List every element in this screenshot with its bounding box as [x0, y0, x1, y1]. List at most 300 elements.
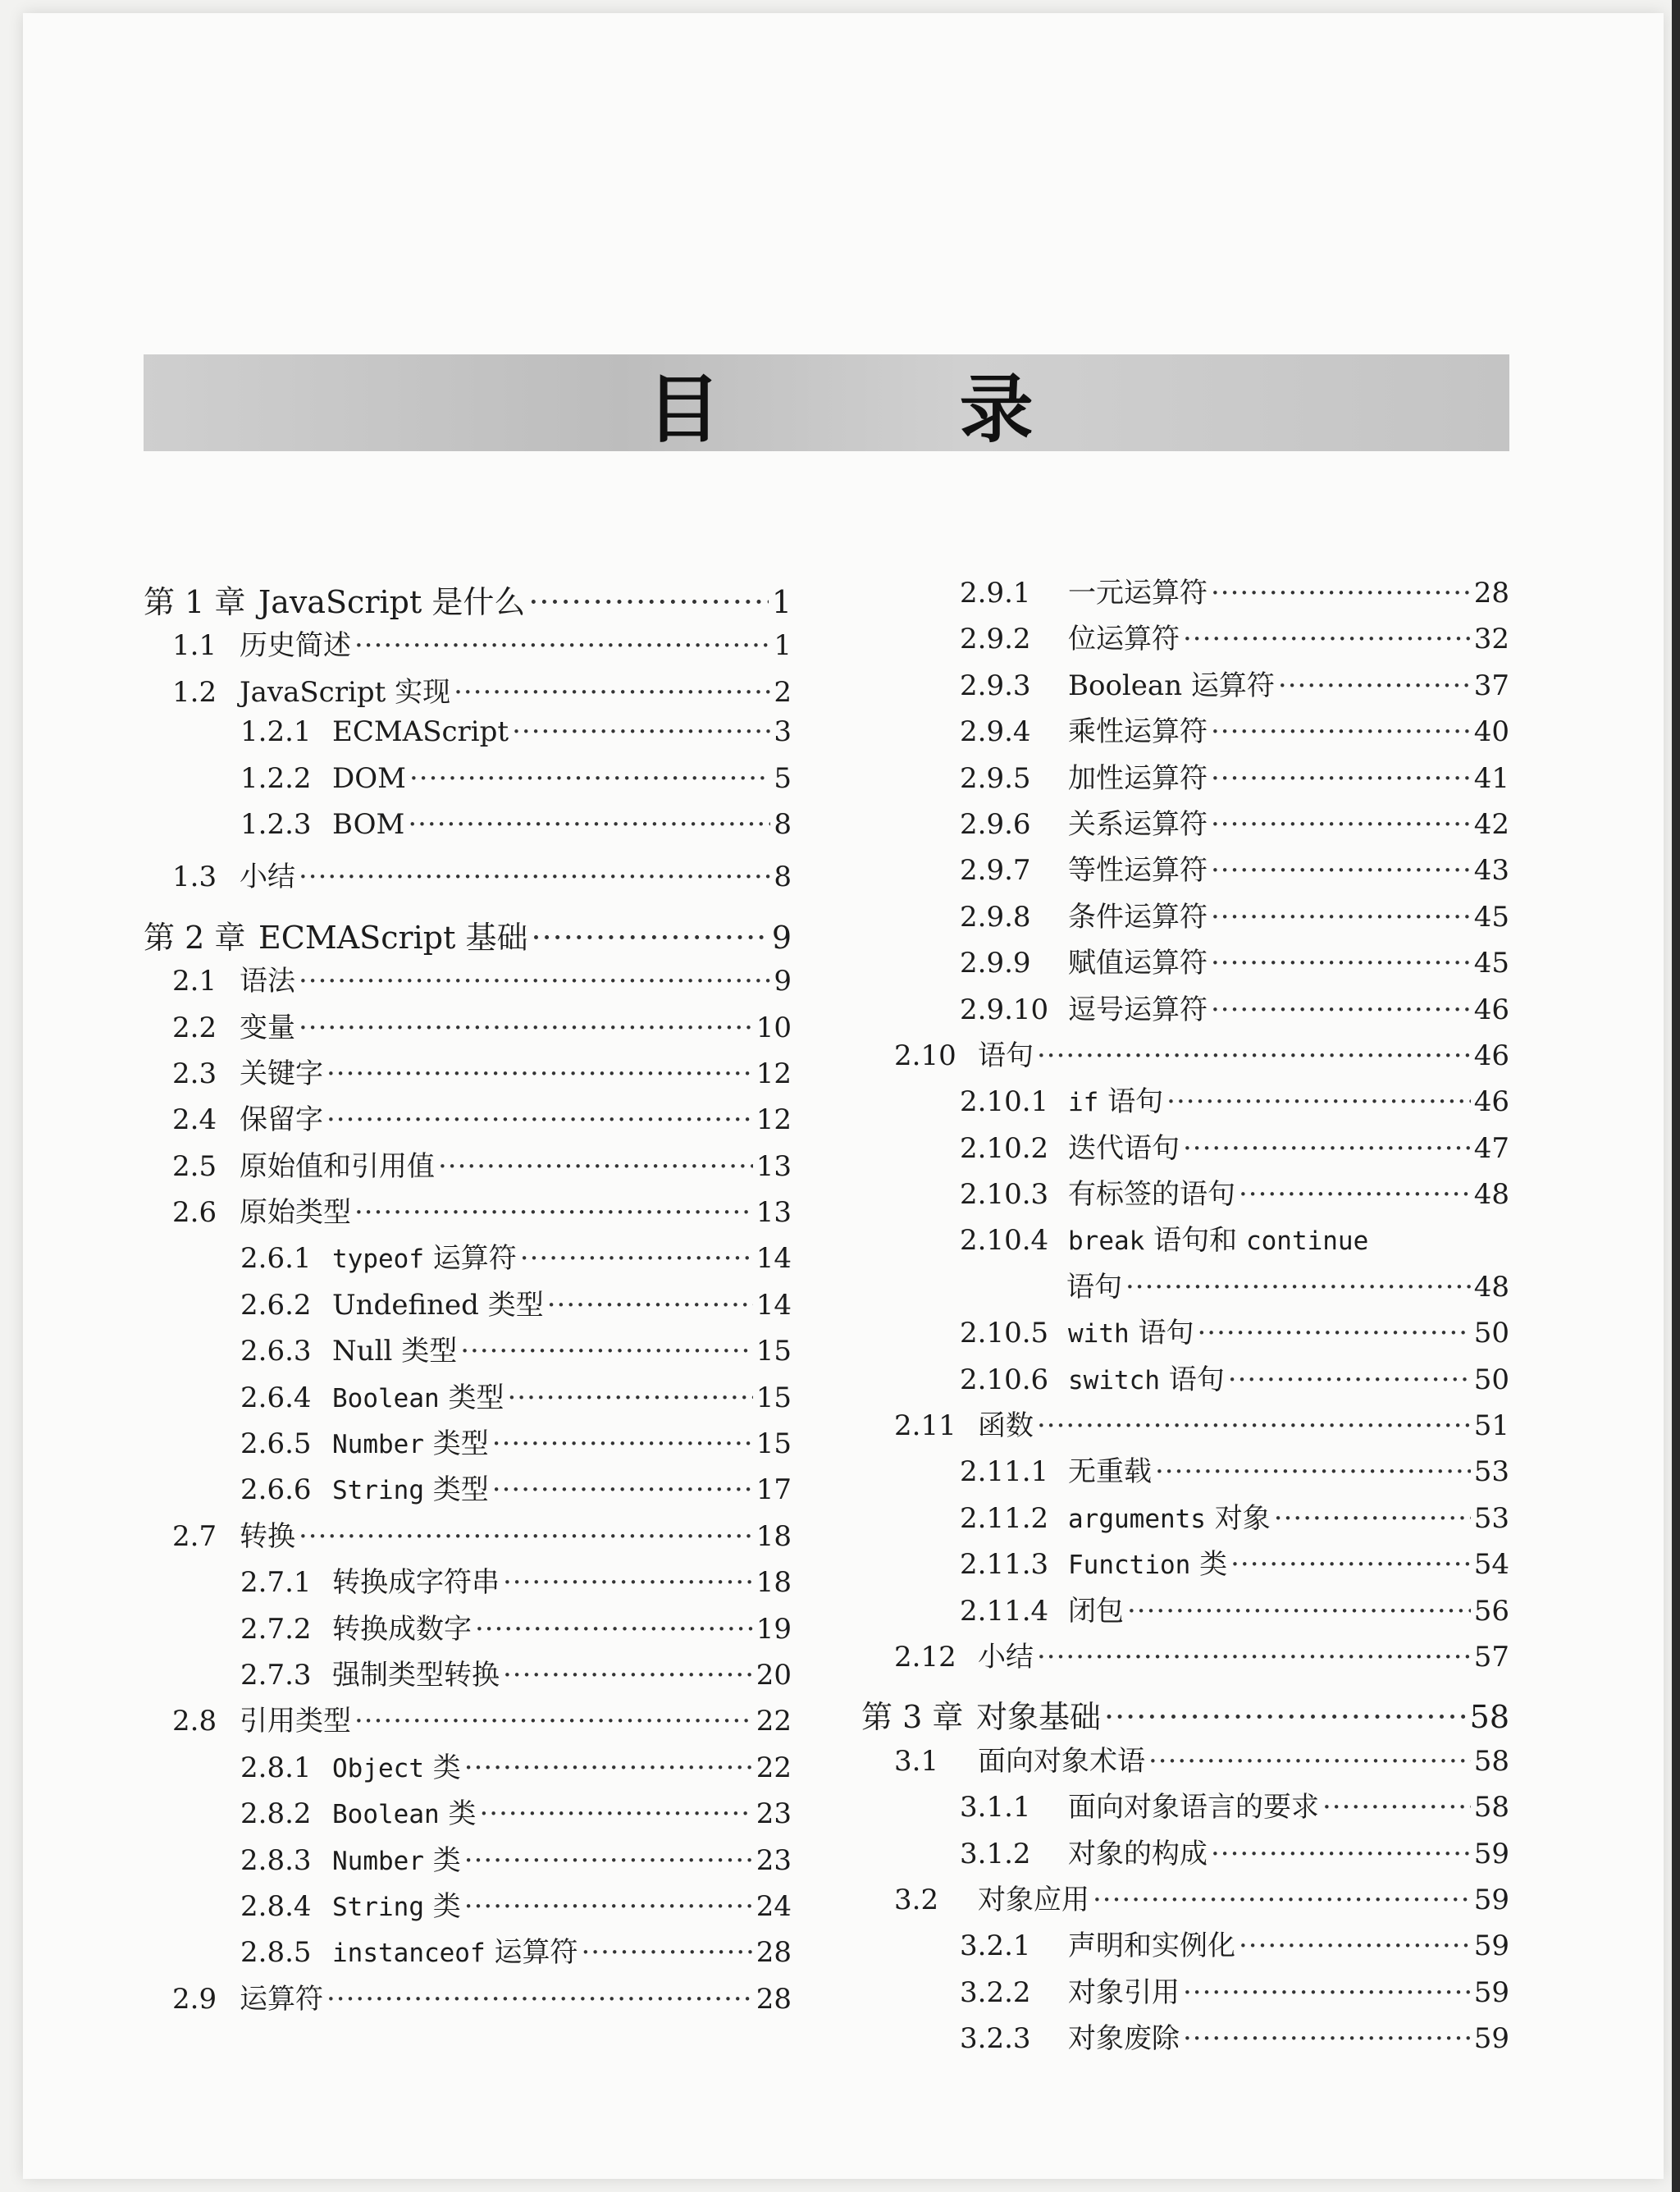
toc-entry-number: 2.6.5 — [240, 1427, 312, 1461]
toc-entry[interactable] — [144, 1976, 792, 2022]
toc-page-number: 59 — [1473, 1929, 1509, 1963]
toc-entry-number: 2.10.4 — [960, 1224, 1049, 1258]
toc-entry[interactable] — [861, 663, 1509, 709]
toc-page-number: 47 — [1473, 1131, 1509, 1165]
toc-page-number: 51 — [1473, 1409, 1509, 1443]
toc-leader-dots — [581, 1936, 752, 1969]
toc-leader-dots — [531, 920, 768, 956]
toc-entry-number: 1.3 — [172, 861, 217, 894]
toc-entry-number: 2.10.5 — [960, 1317, 1049, 1350]
toc-page-number: 58 — [1473, 1744, 1509, 1778]
toc-page-number: 46 — [1473, 993, 1509, 1026]
toc-leader-dots — [1239, 1929, 1471, 1962]
toc-entry-title: 加性运算符 — [1068, 761, 1208, 795]
toc-entry-number: 2.1 — [172, 965, 217, 998]
toc-entry-title: 赋值运算符 — [1068, 947, 1208, 980]
toc-entry[interactable] — [861, 1923, 1509, 1969]
toc-entry[interactable] — [144, 808, 792, 854]
toc-entry-title: 有标签的语句 — [1068, 1178, 1235, 1212]
toc-entry-title: if 语句 — [1068, 1085, 1164, 1119]
toc-entry-number: 3.2.2 — [960, 1975, 1031, 2009]
toc-page-number: 10 — [756, 1011, 792, 1044]
toc-entry-number: 第 3 章 — [861, 1699, 964, 1736]
toc-leader-dots — [1228, 1363, 1471, 1396]
toc-entry-title: 转换成字符串 — [332, 1566, 500, 1600]
toc-page-number: 41 — [1473, 761, 1509, 795]
toc-page-number: 14 — [756, 1242, 792, 1276]
toc-entry-title: 对象引用 — [1068, 1975, 1180, 2009]
toc-entry-number: 2.7 — [172, 1519, 217, 1553]
toc-entry-number: 2.8 — [172, 1705, 217, 1738]
toc-chapter-entry[interactable] — [144, 912, 792, 958]
toc-leader-dots — [1211, 762, 1471, 795]
toc-entry-title: ECMAScript — [332, 715, 509, 749]
toc-page-number: 18 — [756, 1519, 792, 1553]
toc-leader-dots — [1211, 854, 1471, 887]
toc-entry[interactable] — [144, 623, 792, 669]
toc-page-number: 1 — [774, 629, 792, 663]
toc-leader-dots — [454, 676, 770, 709]
toc-page-number: 57 — [1473, 1640, 1509, 1674]
toc-page-number: 15 — [756, 1335, 792, 1368]
toc-entry-title: 对象的构成 — [1068, 1837, 1208, 1870]
toc-leader-dots — [408, 808, 770, 841]
toc-entry-title: Number 类 — [332, 1843, 461, 1877]
toc-entry-number: 2.6.3 — [240, 1335, 312, 1368]
toc-leader-dots — [1148, 1745, 1471, 1778]
toc-entry-title: String 类 — [332, 1889, 461, 1923]
toc-leader-dots — [492, 1427, 753, 1460]
toc-entry-title: 原始类型 — [240, 1196, 351, 1230]
toc-page-number: 42 — [1473, 807, 1509, 841]
toc-page-number: 9 — [771, 919, 792, 956]
toc-leader-dots — [464, 1844, 753, 1877]
toc-entry-number: 2.7.2 — [240, 1612, 312, 1646]
toc-leader-dots — [299, 1012, 753, 1044]
toc-entry-number: 2.9 — [172, 1982, 217, 2016]
toc-entry-title: 对象废除 — [1068, 2022, 1180, 2056]
toc-page-number: 2 — [774, 675, 792, 709]
toc-entry[interactable] — [861, 1217, 1509, 1263]
toc-entry[interactable] — [861, 894, 1509, 940]
toc-leader-dots — [1211, 993, 1471, 1026]
toc-leader-dots — [409, 762, 770, 795]
toc-entry-title: String 类型 — [332, 1473, 489, 1507]
toc-page-number: 13 — [756, 1196, 792, 1230]
toc-entry-title: 关键字 — [240, 1057, 323, 1090]
toc-page-number: 5 — [774, 761, 792, 795]
toc-entry-title: 位运算符 — [1068, 623, 1180, 656]
toc-page-number: 14 — [756, 1288, 792, 1322]
toc-leader-dots — [479, 1797, 752, 1830]
toc-entry-number: 2.11.1 — [960, 1455, 1049, 1489]
toc-entry[interactable] — [144, 1005, 792, 1051]
toc-entry[interactable] — [144, 1190, 792, 1235]
toc-entry-title: 迭代语句 — [1068, 1131, 1180, 1165]
toc-page-number: 58 — [1473, 1791, 1509, 1824]
toc-entry-number: 3.2.3 — [960, 2022, 1031, 2056]
toc-entry-title: 无重载 — [1068, 1455, 1152, 1489]
toc-entry-number: 2.7.3 — [240, 1658, 312, 1692]
toc-entry-number: 2.9.2 — [960, 623, 1031, 656]
toc-entry[interactable] — [861, 616, 1509, 662]
toc-entry-number: 2.9.7 — [960, 854, 1031, 888]
toc-entry-title: 变量 — [240, 1011, 295, 1044]
toc-leader-dots — [528, 584, 768, 620]
toc-entry[interactable] — [144, 1421, 792, 1467]
toc-entry-number: 2.9.4 — [960, 715, 1031, 749]
toc-leader-dots — [1211, 808, 1471, 841]
toc-entry[interactable] — [144, 1097, 792, 1143]
toc-entry-number: 3.2 — [894, 1883, 939, 1916]
toc-leader-dots — [1211, 947, 1471, 980]
toc-entry-title: 条件运算符 — [1068, 900, 1208, 934]
toc-entry-title: Number 类型 — [332, 1427, 489, 1461]
toc-entry-title: 面向对象术语 — [978, 1744, 1145, 1778]
toc-page-number: 15 — [756, 1381, 792, 1414]
toc-page-number: 24 — [756, 1889, 792, 1923]
toc-page-number: 22 — [756, 1751, 792, 1784]
toc-entry-title: Object 类 — [332, 1751, 461, 1784]
toc-page-number: 8 — [774, 861, 792, 894]
toc-leader-dots — [1183, 1132, 1471, 1165]
toc-entry[interactable] — [144, 1282, 792, 1328]
toc-entry-number: 2.5 — [172, 1149, 217, 1183]
toc-page-number: 3 — [774, 715, 792, 749]
toc-entry[interactable] — [861, 1357, 1509, 1403]
toc-leader-dots — [1127, 1595, 1471, 1628]
toc-leader-dots — [1093, 1884, 1471, 1916]
toc-entry-number: 2.2 — [172, 1011, 217, 1044]
toc-entry-title: 转换成数字 — [332, 1612, 472, 1646]
toc-leader-dots — [1183, 2022, 1471, 2055]
toc-entry-title: JavaScript 实现 — [240, 675, 451, 709]
toc-entry-number: 2.6.2 — [240, 1288, 312, 1322]
toc-leader-dots — [1274, 1502, 1471, 1535]
toc-entry-number: 2.8.1 — [240, 1751, 312, 1784]
toc-entry[interactable] — [861, 987, 1509, 1033]
toc-entry[interactable] — [861, 1831, 1509, 1877]
toc-entry[interactable] — [144, 1791, 792, 1837]
toc-leader-dots — [299, 861, 770, 893]
toc-entry-title: 逗号运算符 — [1068, 993, 1208, 1026]
toc-entry-title: 保留字 — [240, 1103, 323, 1137]
toc-entry-title: with 语句 — [1068, 1317, 1194, 1350]
toc-leader-dots — [475, 1613, 753, 1646]
toc-entry-title: break 语句和 continue — [1068, 1224, 1369, 1258]
toc-leader-dots — [512, 715, 770, 748]
toc-entry-number: 2.10.6 — [960, 1363, 1049, 1396]
toc-entry[interactable] — [144, 1560, 792, 1605]
toc-entry-number: 2.4 — [172, 1103, 217, 1137]
toc-entry[interactable] — [861, 1588, 1509, 1634]
toc-entry-number: 1.2 — [172, 675, 217, 709]
toc-entry[interactable] — [861, 1403, 1509, 1449]
toc-entry[interactable] — [861, 1126, 1509, 1171]
toc-page-number: 17 — [756, 1473, 792, 1507]
toc-entry-title: 语法 — [240, 965, 295, 998]
toc-page-number: 28 — [756, 1982, 792, 2016]
toc-entry-title: 转换 — [240, 1519, 295, 1553]
toc-entry[interactable] — [144, 669, 792, 715]
toc-page-number: 28 — [1473, 577, 1509, 610]
toc-entry-number: 2.6.6 — [240, 1473, 312, 1507]
toc-entry-number: 第 1 章 — [144, 584, 246, 620]
toc-leader-dots — [1211, 1838, 1471, 1870]
toc-page-number: 59 — [1473, 2022, 1509, 2056]
toc-entry-number: 2.8.5 — [240, 1936, 312, 1970]
toc-entry-title: 历史简述 — [240, 629, 351, 663]
toc-entry-title: 强制类型转换 — [332, 1658, 500, 1692]
toc-leader-dots — [520, 1242, 753, 1275]
toc-leader-dots — [354, 1705, 753, 1738]
toc-leader-dots — [326, 1983, 753, 2016]
toc-page-number: 9 — [774, 965, 792, 998]
page-title: 目 录 — [646, 367, 1140, 453]
toc-entry[interactable] — [861, 1449, 1509, 1495]
toc-entry[interactable] — [144, 1144, 792, 1190]
toc-entry-number: 3.1.2 — [960, 1837, 1031, 1870]
toc-page-number: 32 — [1473, 623, 1509, 656]
toc-leader-dots — [492, 1473, 753, 1506]
toc-entry[interactable] — [861, 1738, 1509, 1784]
toc-entry[interactable] — [861, 1877, 1509, 1923]
toc-entry-number: 2.9.8 — [960, 900, 1031, 934]
toc-leader-dots — [1278, 669, 1471, 702]
toc-page-number: 12 — [756, 1103, 792, 1137]
toc-entry-number: 2.6 — [172, 1196, 217, 1230]
toc-entry[interactable] — [861, 2016, 1509, 2062]
toc-page-number: 59 — [1473, 1975, 1509, 2009]
toc-entry-title: Function 类 — [1068, 1548, 1228, 1582]
toc-entry-number: 2.9.10 — [960, 993, 1049, 1026]
toc-leader-dots — [299, 965, 770, 998]
toc-leader-dots — [354, 629, 770, 662]
toc-page-number: 1 — [771, 584, 792, 620]
toc-entry[interactable] — [861, 1496, 1509, 1541]
toc-entry-title: JavaScript 是什么 — [258, 584, 526, 620]
toc-leader-dots — [1211, 715, 1471, 748]
toc-entry-number: 3.1 — [894, 1744, 939, 1778]
toc-leader-dots — [1166, 1085, 1471, 1118]
toc-leader-dots — [1239, 1178, 1471, 1211]
toc-entry[interactable] — [144, 854, 792, 900]
toc-entry-title: Boolean 类型 — [332, 1381, 504, 1414]
toc-page-number: 8 — [774, 807, 792, 841]
toc-entry-number: 2.6.4 — [240, 1381, 312, 1414]
toc-entry[interactable] — [144, 1235, 792, 1281]
toc-page-number: 43 — [1473, 854, 1509, 888]
toc-page-number: 45 — [1473, 947, 1509, 980]
toc-entry-title: 引用类型 — [240, 1705, 351, 1738]
toc-leader-dots — [464, 1890, 753, 1923]
toc-entry-number: 2.9.9 — [960, 947, 1031, 980]
toc-leader-dots — [1197, 1317, 1470, 1349]
toc-entry-title: 乘性运算符 — [1068, 715, 1208, 749]
toc-entry-title: Boolean 运算符 — [1068, 669, 1275, 702]
toc-page-number: 23 — [756, 1797, 792, 1831]
toc-entry-title: Null 类型 — [332, 1335, 458, 1368]
toc-entry[interactable] — [144, 1606, 792, 1652]
toc-entry-number: 2.10 — [894, 1039, 956, 1072]
toc-entry[interactable] — [861, 940, 1509, 986]
toc-entry-number: 2.9.5 — [960, 761, 1031, 795]
toc-entry-number: 2.6.1 — [240, 1242, 312, 1276]
toc-entry-title: 声明和实例化 — [1068, 1929, 1235, 1963]
toc-chapter-entry[interactable] — [144, 577, 792, 623]
toc-leader-dots — [1155, 1455, 1471, 1488]
toc-page-number: 37 — [1473, 669, 1509, 702]
toc-entry-title: 运算符 — [240, 1982, 323, 2016]
toc-entry[interactable] — [144, 1467, 792, 1513]
toc-leader-dots — [1125, 1271, 1471, 1304]
toc-entry-title: 等性运算符 — [1068, 854, 1208, 888]
toc-page-number: 45 — [1473, 900, 1509, 934]
toc-right-column — [861, 570, 1509, 2062]
toc-entry[interactable] — [861, 709, 1509, 755]
toc-page-number: 22 — [756, 1705, 792, 1738]
toc-entry-number: 2.11.4 — [960, 1594, 1049, 1628]
toc-page-number: 19 — [756, 1612, 792, 1646]
toc-entry-number: 2.12 — [894, 1640, 956, 1674]
toc-entry-title: 面向对象语言的要求 — [1068, 1791, 1319, 1824]
toc-page-number: 56 — [1473, 1594, 1509, 1628]
toc-page-number: 50 — [1473, 1363, 1509, 1396]
toc-entry-title: switch 语句 — [1068, 1363, 1225, 1396]
toc-entry[interactable] — [144, 1514, 792, 1560]
toc-entry-number: 2.10.3 — [960, 1178, 1049, 1212]
toc-entry-number: 1.2.1 — [240, 715, 312, 749]
toc-page-number: 12 — [756, 1057, 792, 1090]
toc-entry-title: typeof 运算符 — [332, 1242, 517, 1276]
toc-entry[interactable] — [861, 1033, 1509, 1079]
toc-leader-dots — [326, 1103, 753, 1136]
toc-page-number: 53 — [1473, 1455, 1509, 1489]
toc-page-number: 23 — [756, 1843, 792, 1877]
toc-page-number: 46 — [1473, 1085, 1509, 1119]
toc-entry[interactable] — [144, 1698, 792, 1744]
toc-entry-title: BOM — [332, 807, 405, 841]
toc-entry[interactable] — [144, 1328, 792, 1374]
toc-entry[interactable] — [144, 1051, 792, 1097]
toc-page-number: 46 — [1473, 1039, 1509, 1072]
toc-left-column — [144, 577, 792, 2022]
toc-page-number: 20 — [756, 1658, 792, 1692]
toc-entry-number: 1.1 — [172, 629, 217, 663]
toc-leader-dots — [1230, 1548, 1471, 1581]
toc-leader-dots — [1211, 577, 1471, 610]
toc-entry-title: 关系运算符 — [1068, 807, 1208, 841]
toc-entry-title: 对象基础 — [976, 1699, 1102, 1736]
toc-page-number: 48 — [1473, 1178, 1509, 1212]
toc-entry-title: 语句 — [1066, 1270, 1122, 1304]
toc-page-number: 54 — [1473, 1548, 1509, 1582]
toc-leader-dots — [326, 1057, 753, 1090]
toc-page-number: 28 — [756, 1936, 792, 1970]
toc-entry-number: 2.11 — [894, 1409, 956, 1443]
toc-entry-title: ECMAScript 基础 — [258, 919, 528, 956]
toc-entry[interactable] — [861, 1634, 1509, 1680]
toc-entry-title: 对象应用 — [978, 1883, 1089, 1916]
toc-leader-dots — [503, 1566, 753, 1599]
toc-leader-dots — [1183, 623, 1471, 655]
toc-entry[interactable] — [144, 762, 792, 808]
toc-entry-number: 2.10.2 — [960, 1131, 1049, 1165]
toc-entry-title: instanceof 运算符 — [332, 1936, 578, 1970]
toc-entry-number: 2.8.3 — [240, 1843, 312, 1877]
toc-leader-dots — [460, 1335, 753, 1368]
toc-entry-number: 2.7.1 — [240, 1566, 312, 1600]
toc-page-number: 58 — [1469, 1699, 1509, 1736]
toc-entry-number: 第 2 章 — [144, 919, 246, 956]
toc-entry[interactable] — [861, 1079, 1509, 1125]
toc-entry[interactable] — [861, 1541, 1509, 1587]
toc-leader-dots — [1037, 1409, 1471, 1442]
toc-entry[interactable] — [144, 1745, 792, 1791]
toc-entry[interactable] — [861, 1264, 1509, 1310]
toc-entry-title: arguments 对象 — [1068, 1501, 1271, 1535]
toc-leader-dots — [464, 1751, 753, 1784]
toc-page-number: 18 — [756, 1566, 792, 1600]
toc-entry[interactable] — [861, 1171, 1509, 1217]
toc-page-number: 40 — [1473, 715, 1509, 749]
toc-page-number: 59 — [1473, 1883, 1509, 1916]
toc-leader-dots — [1037, 1039, 1471, 1072]
toc-page-number: 48 — [1473, 1270, 1509, 1304]
toc-entry-title: 原始值和引用值 — [240, 1149, 435, 1183]
toc-chapter-entry[interactable] — [861, 1692, 1509, 1738]
toc-leader-dots — [507, 1381, 752, 1414]
toc-leader-dots — [503, 1659, 753, 1692]
toc-entry[interactable] — [144, 1929, 792, 1975]
toc-entry-title: 语句 — [978, 1039, 1034, 1072]
toc-entry[interactable] — [144, 958, 792, 1004]
toc-leader-dots — [438, 1150, 753, 1183]
toc-entry-number: 2.10.1 — [960, 1085, 1049, 1119]
toc-entry-number: 2.9.6 — [960, 807, 1031, 841]
toc-page-number: 13 — [756, 1149, 792, 1183]
toc-entry[interactable] — [861, 847, 1509, 893]
toc-entry-number: 2.3 — [172, 1057, 217, 1090]
toc-entry-number: 2.11.2 — [960, 1501, 1049, 1535]
toc-entry-number: 2.8.4 — [240, 1889, 312, 1923]
toc-entry[interactable] — [144, 1375, 792, 1421]
toc-leader-dots — [1104, 1699, 1467, 1735]
toc-leader-dots — [354, 1196, 753, 1229]
toc-entry[interactable] — [861, 570, 1509, 616]
toc-entry[interactable] — [861, 1784, 1509, 1830]
toc-entry[interactable] — [144, 715, 792, 761]
toc-leader-dots — [1037, 1641, 1471, 1674]
toc-entry[interactable] — [861, 801, 1509, 847]
toc-page-number: 53 — [1473, 1501, 1509, 1535]
toc-entry-number: 1.2.3 — [240, 807, 312, 841]
toc-entry[interactable] — [144, 1884, 792, 1929]
toc-entry[interactable] — [144, 1652, 792, 1698]
toc-entry-number: 2.9.1 — [960, 577, 1031, 610]
toc-leader-dots — [547, 1289, 753, 1322]
toc-entry-title: 小结 — [978, 1640, 1034, 1674]
scan-edge — [1672, 0, 1680, 2192]
toc-entry[interactable] — [144, 1838, 792, 1884]
toc-entry-title: 函数 — [978, 1409, 1034, 1443]
toc-entry[interactable] — [861, 1970, 1509, 2016]
toc-page-number: 15 — [756, 1427, 792, 1461]
toc-entry[interactable] — [861, 1310, 1509, 1356]
toc-entry[interactable] — [861, 756, 1509, 801]
toc-entry-number: 1.2.2 — [240, 761, 312, 795]
toc-page-number: 50 — [1473, 1317, 1509, 1350]
